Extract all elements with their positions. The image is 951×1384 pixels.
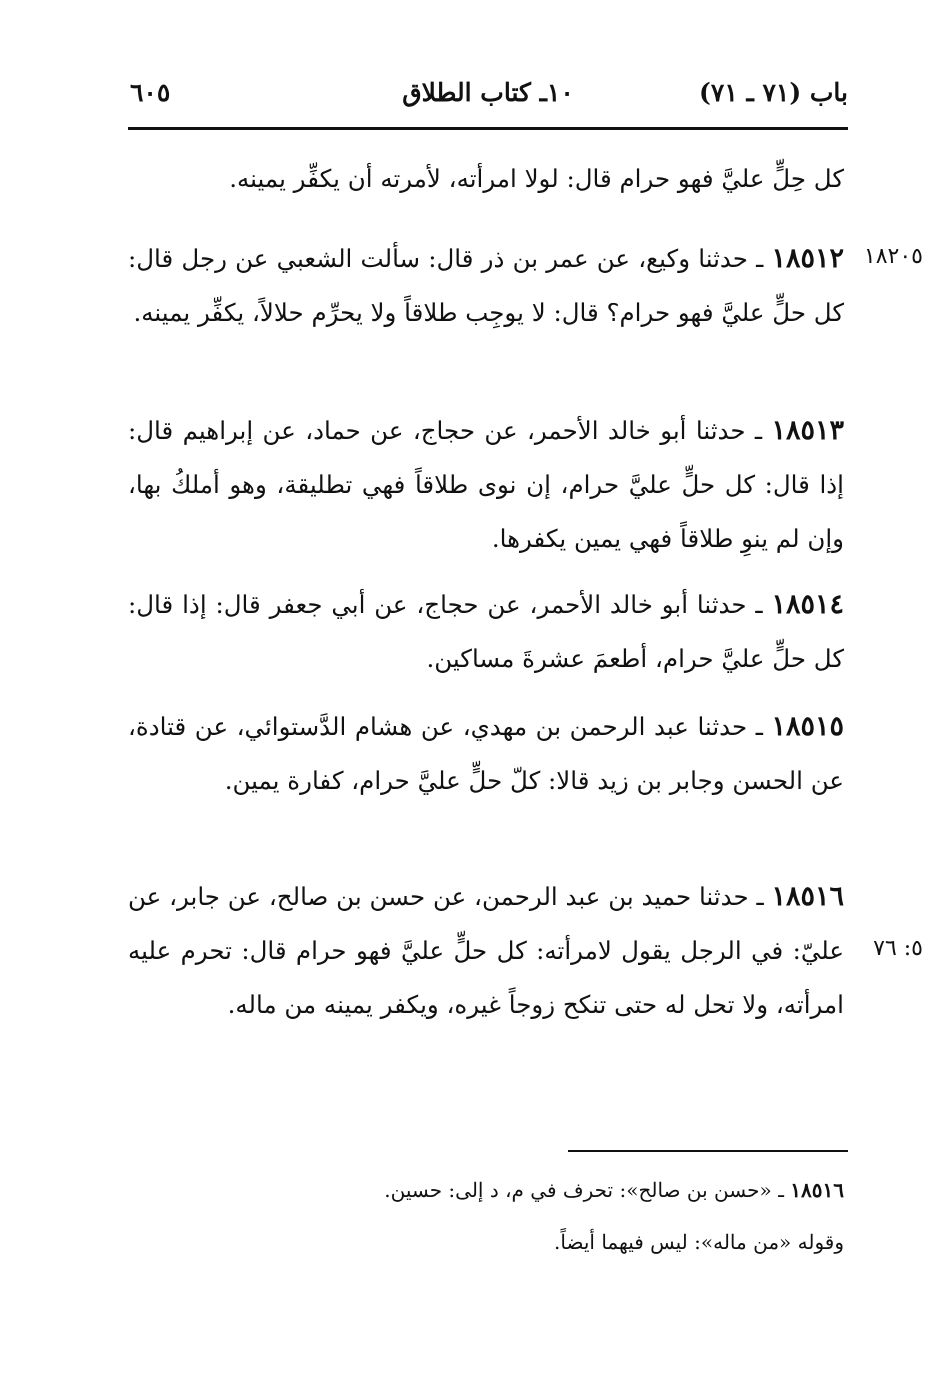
- hadith-number: ١٨٥١٣: [771, 415, 844, 446]
- hadith-text: ـ حدثنا أبو خالد الأحمر، عن حجاج، عن حماد، عن إبراهيم قال: إذا قال: كل حلٍّ عليَّ حرام، إن نوى طلاقاً فهي تطليقة، وهو أملكُ بها، وإن لم ينوِ طلاقاً فهي يمين يكفرها.: [128, 416, 844, 553]
- hadith-text: ـ حدثنا وكيع، عن عمر بن ذر قال: سألت الشعبي عن رجل قال: كل حلٍّ عليَّ فهو حرام؟ قال: لا يوجِب طلاقاً ولا يحرِّم حلالاً، يكفِّر يمينه.: [128, 244, 844, 327]
- margin-reference: ١٨٢٠٥: [863, 244, 923, 269]
- book-title: ١٠ـ كتاب الطلاق: [402, 78, 574, 107]
- hadith-paragraph: [128, 700, 844, 808]
- footnote-text: وقوله «من ماله»: ليس فيهما أيضاً.: [554, 1230, 844, 1254]
- running-header: [128, 78, 848, 118]
- footnote: [384, 1178, 844, 1202]
- chapter-heading: باب (٧١ ـ ٧١): [699, 78, 848, 107]
- footnote-number: ١٨٥١٦: [790, 1178, 844, 1202]
- hadith-text: ـ حدثنا حميد بن عبد الرحمن، عن حسن بن صالح، عن جابر، عن عليّ: في الرجل يقول لامرأته: كل حلٍّ عليَّ فهو حرام قال: تحرم عليه امرأته، ولا تحل له حتى تنكح زوجاً غيره، ويكفر يمينه من ماله.: [128, 882, 844, 1019]
- hadith-paragraph: [128, 578, 844, 686]
- footnote-rule: [568, 1150, 848, 1152]
- hadith-number: ١٨٥١٥: [771, 711, 844, 742]
- hadith-text: ـ حدثنا عبد الرحمن بن مهدي، عن هشام الدَّستوائي، عن قتادة، عن الحسن وجابر بن زيد قالا: كلّ حلٍّ عليَّ حرام، كفارة يمين.: [128, 712, 844, 795]
- footnote: [554, 1230, 844, 1254]
- footnote-text: ـ «حسن بن صالح»: تحرف في م، د إلى: حسين.: [384, 1178, 784, 1202]
- hadith-paragraph: [128, 404, 844, 566]
- paragraph-text: كل حِلٍّ عليَّ فهو حرام قال: لولا امرأته، لأمرته أن يكفِّر يمينه.: [229, 164, 844, 193]
- hadith-number: ١٨٥١٦: [771, 881, 844, 912]
- paragraph-continuation: [128, 152, 844, 206]
- hadith-number: ١٨٥١٤: [771, 589, 844, 620]
- page-number: ٦٠٥: [130, 78, 171, 107]
- header-rule: [128, 127, 848, 130]
- hadith-paragraph: [128, 870, 844, 1032]
- hadith-paragraph: [128, 232, 844, 340]
- hadith-text: ـ حدثنا أبو خالد الأحمر، عن حجاج، عن أبي جعفر قال: إذا قال: كل حلٍّ عليَّ حرام، أطعمَ عشرةَ مساكين.: [128, 590, 844, 673]
- hadith-number: ١٨٥١٢: [771, 243, 845, 274]
- margin-reference: ٥: ٧٦: [873, 936, 923, 961]
